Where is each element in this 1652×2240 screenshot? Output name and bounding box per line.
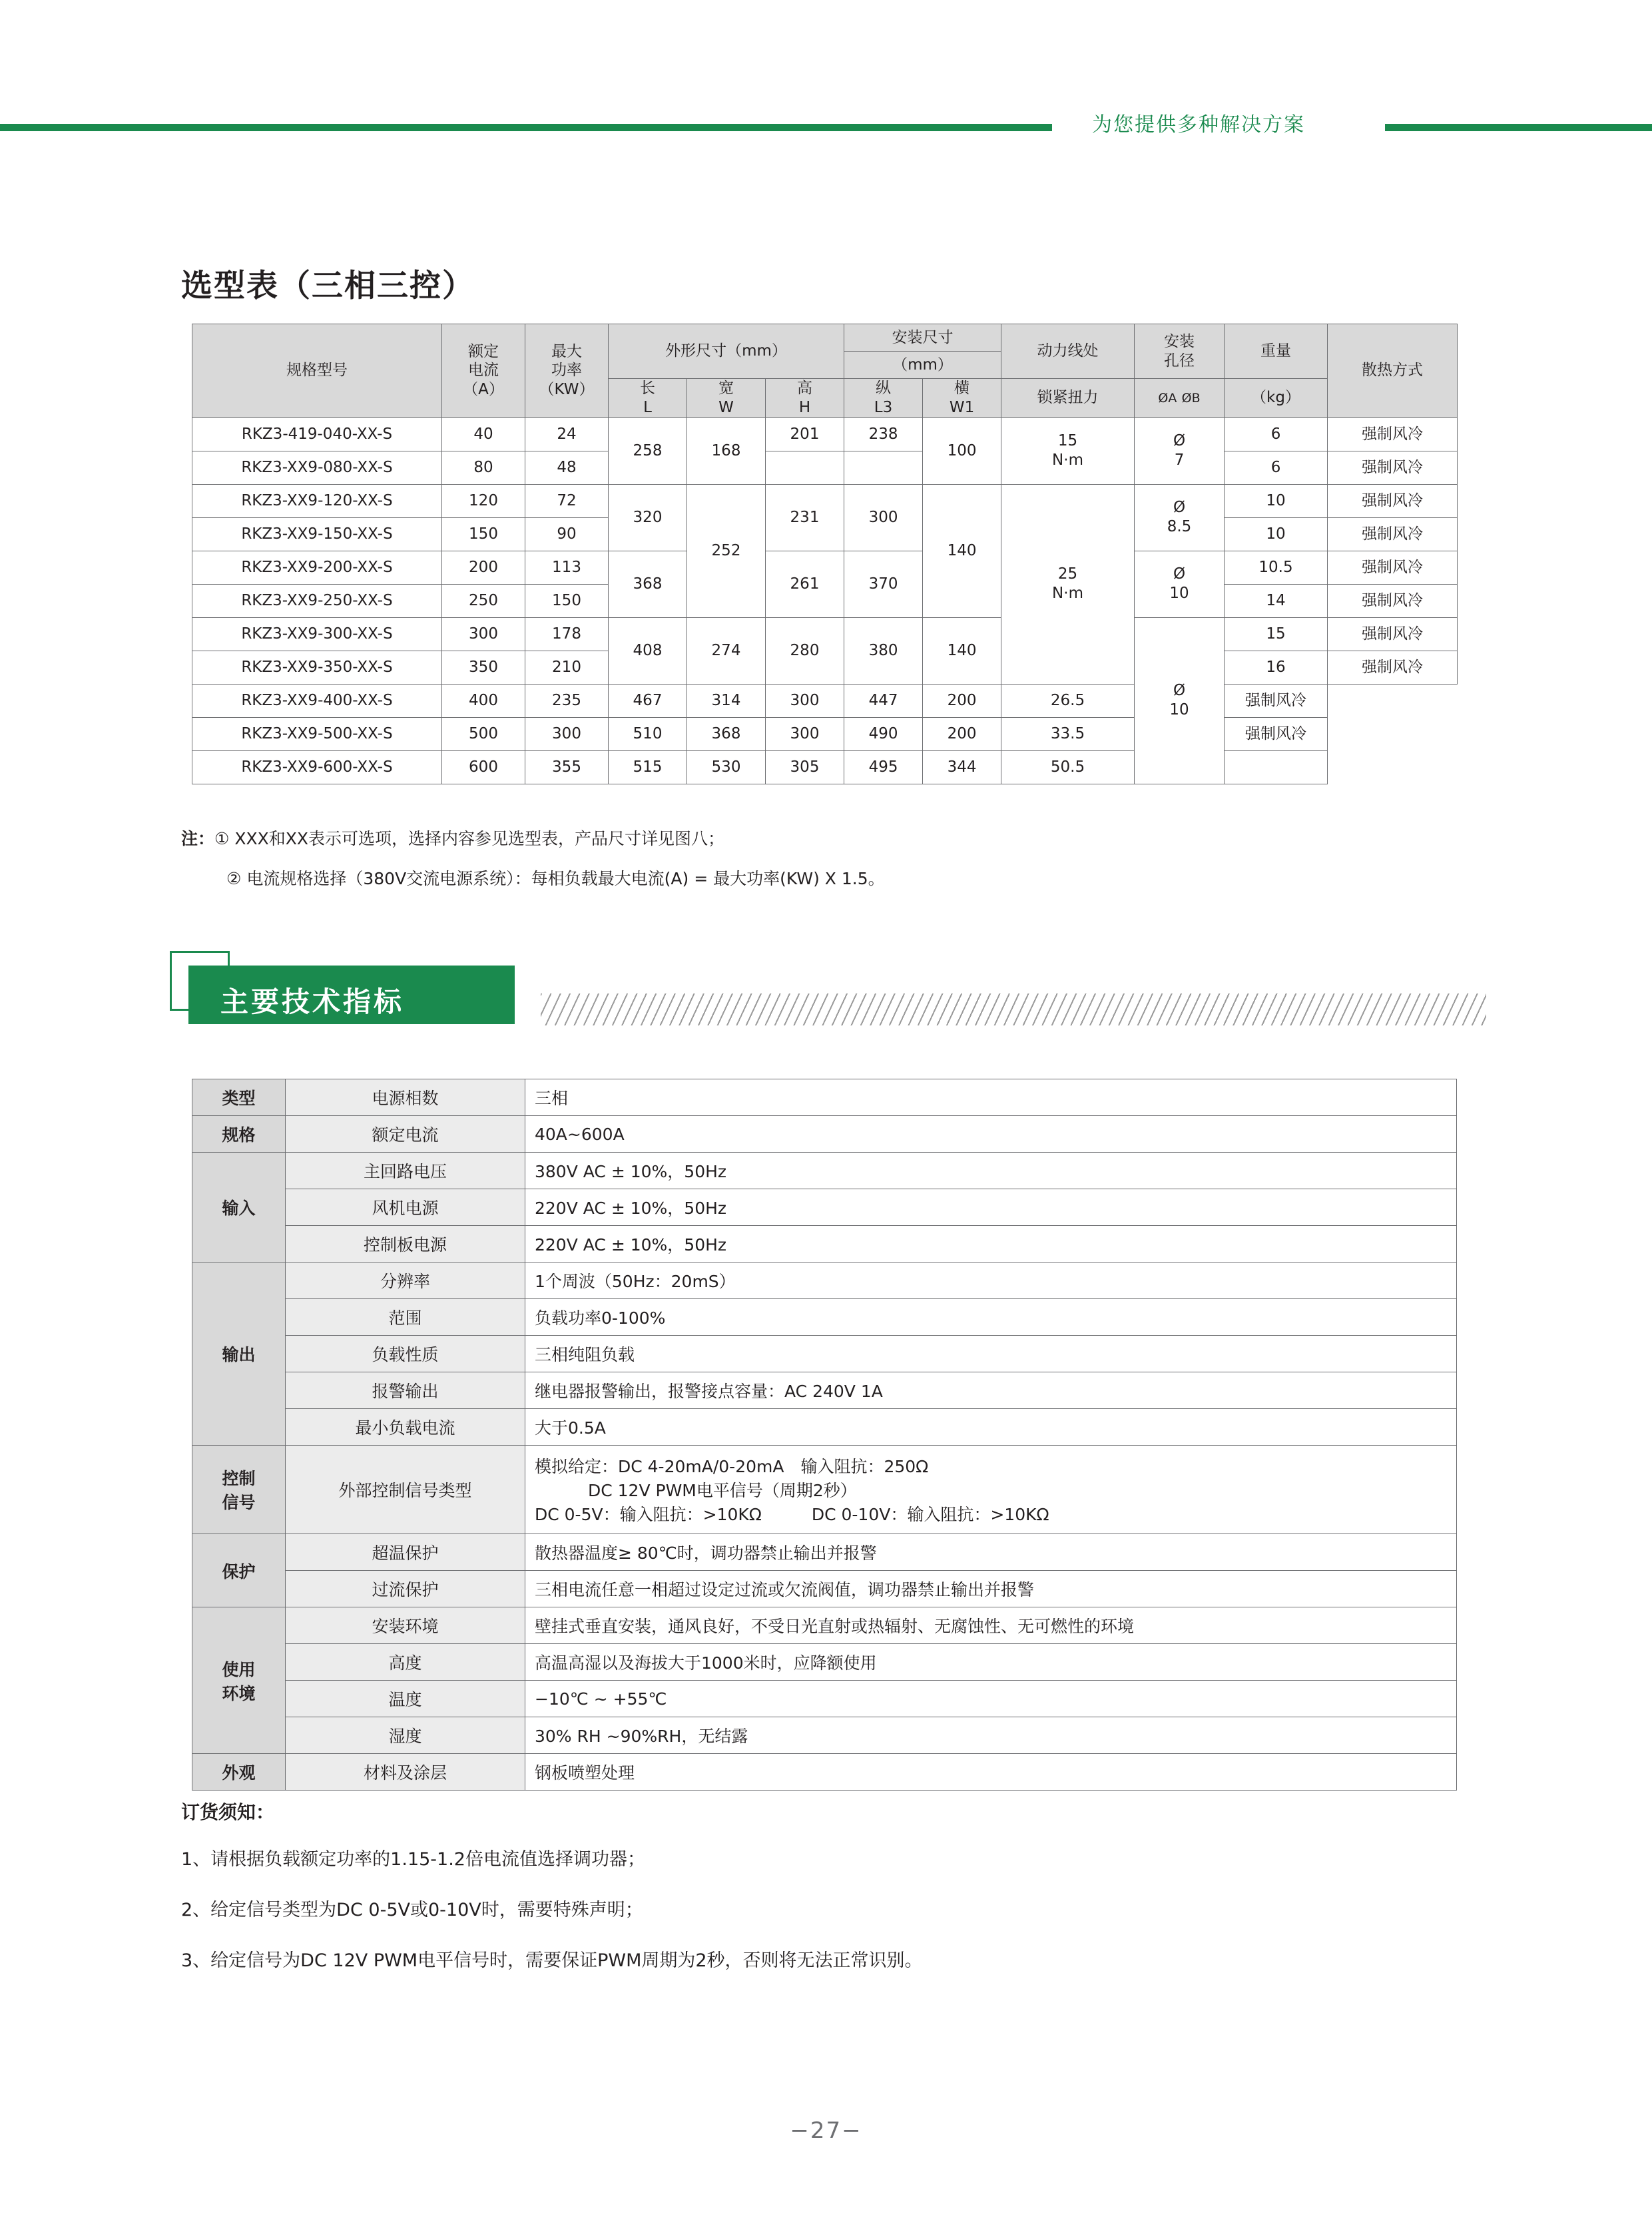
table-row [192,1717,1457,1754]
cell-length: 408 [609,617,687,684]
th-hole-diameters [1135,379,1225,418]
th-hole-l1 [1135,324,1225,379]
cell-cooling: 强制风冷 [1225,684,1328,717]
cell-l3: 495 [844,750,923,784]
hole-symbol: Ø [1173,565,1186,583]
heading-text: 主要技术指标 [220,985,405,1018]
cell-model: RKZ3-419-040-XX-S [192,418,442,451]
spec-subitem: 风机电源 [286,1189,525,1226]
spec-value: 三相 [525,1079,1457,1116]
cell-weight: 15 [1225,617,1328,651]
cell-length: 510 [609,717,687,750]
hole-symbol: Ø [1173,499,1186,517]
th-max-power-l3: （KW） [539,381,595,399]
cell-weight: 16 [1225,651,1328,684]
table-row [192,1754,1457,1791]
table-row [192,1262,1457,1299]
page-title: 选型表（三相三控） [181,268,475,304]
order-notice-item-3: 3、给定信号为DC 12V PWM电平信号时，需要保证PWM周期为2秒，否则将无法正常识别。 [181,1950,923,1971]
cell-current: 350 [442,651,525,684]
cell-width: 168 [687,418,766,484]
cell-model: RKZ3-XX9-250-XX-S [192,584,442,617]
cell-l3 [844,451,923,484]
note-label: 注： [181,829,215,848]
th-w1-l1: 横 [954,380,970,397]
spec-value: 负载功率0-100% [525,1299,1457,1336]
cell-hole [1135,551,1225,617]
spec-subitem: 电源相数 [286,1079,525,1116]
table-row [192,1644,1457,1681]
cell-current: 150 [442,517,525,551]
th-rated-current-l1: 额定 [468,342,499,360]
th-width-l1: 宽 [718,380,734,397]
cell-hole [1135,418,1225,484]
th-l3 [844,379,923,418]
cell-power: 113 [525,551,609,584]
header-row-1 [192,324,1458,352]
spec-value: 壁挂式垂直安装，通风良好，不受日光直射或热辐射、无腐蚀性、无可燃性的环境 [525,1607,1457,1644]
cell-power: 210 [525,651,609,684]
cell-height: 231 [766,484,844,551]
heading-hatch-decoration [541,993,1486,1025]
th-max-power-l1: 最大 [551,342,582,360]
th-hole-a: ØA [1158,391,1177,406]
cell-power: 150 [525,584,609,617]
th-length-l2: L [643,398,652,416]
cell-w1: 100 [923,418,1001,484]
spec-section-heading [170,951,516,1024]
cell-cooling: 强制风冷 [1328,451,1458,484]
spec-value: 散热器温度≥ 80℃时，调功器禁止输出并报警 [525,1534,1457,1571]
th-w1-l2: W1 [949,398,975,416]
cell-width: 530 [687,750,766,784]
cell-l3: 300 [844,484,923,551]
cell-l3: 447 [844,684,923,717]
th-hole-b: ØB [1181,391,1201,406]
cell-l3: 238 [844,418,923,451]
cell-model: RKZ3-XX9-300-XX-S [192,617,442,651]
cell-model: RKZ3-XX9-350-XX-S [192,651,442,684]
th-width [687,379,766,418]
cell-torque [1001,484,1135,684]
control-signal-line-3: DC 0-5V：输入阻抗：>10KΩ DC 0-10V：输入阻抗：>10KΩ [535,1505,1049,1524]
spec-subitem: 材料及涂层 [286,1754,525,1791]
torque-value: 15 [1057,432,1078,450]
hole-symbol: Ø [1173,432,1186,450]
hole-value: 7 [1174,451,1185,469]
cell-w1: 140 [923,484,1001,617]
th-install-dim-l2: （mm） [844,352,1001,379]
th-torque-l1: 动力线处 [1001,324,1135,379]
table-row [192,1409,1457,1446]
selection-table-container [192,324,1457,784]
spec-category-line1: 使用 [222,1659,256,1679]
page-number: −27− [790,2117,862,2144]
table-row [192,750,1458,784]
cell-height: 300 [766,684,844,717]
table-row [192,1446,1457,1534]
spec-subitem: 湿度 [286,1717,525,1754]
cell-height [766,451,844,484]
cell-width: 368 [687,717,766,750]
cell-cooling: 强制风冷 [1328,651,1458,684]
cell-weight: 10.5 [1225,551,1328,584]
th-width-l2: W [718,398,734,416]
table-row [192,551,1458,584]
cell-current: 80 [442,451,525,484]
cell-weight: 14 [1225,584,1328,617]
cell-power: 235 [525,684,609,717]
spec-category: 外观 [192,1754,286,1791]
table-row [192,1153,1457,1189]
cell-model: RKZ3-XX9-150-XX-S [192,517,442,551]
th-length [609,379,687,418]
spec-category: 规格 [192,1116,286,1153]
cell-cooling: 强制风冷 [1328,484,1458,517]
spec-value: 大于0.5A [525,1409,1457,1446]
cell-current: 250 [442,584,525,617]
selection-table-head [192,324,1458,418]
cell-cooling: 强制风冷 [1328,617,1458,651]
spec-category-line2: 信号 [222,1493,256,1512]
cell-hole [1135,484,1225,551]
spec-category: 保护 [192,1534,286,1607]
hole-value: 10 [1169,701,1189,718]
th-outline-dim: 外形尺寸（mm） [609,324,844,379]
th-height-l1: 高 [797,380,812,397]
spec-value: 三相电流任意一相超过设定过流或欠流阀值，调功器禁止输出并报警 [525,1571,1457,1607]
table-row [192,484,1458,517]
table-row [192,617,1458,651]
th-weight-l1: 重量 [1225,324,1328,379]
cell-weight: 26.5 [1001,684,1135,717]
order-notice-title: 订货须知： [181,1801,275,1823]
cell-cooling: 强制风冷 [1328,517,1458,551]
spec-subitem: 报警输出 [286,1372,525,1409]
th-height-l2: H [798,398,811,416]
spec-subitem: 范围 [286,1299,525,1336]
control-signal-line-2: DC 12V PWM电平信号（周期2秒） [588,1481,857,1500]
th-hole-line1: 安装 [1164,332,1195,350]
cell-l3: 490 [844,717,923,750]
th-install-dim-l1: 安装尺寸 [844,324,1001,352]
hole-value: 8.5 [1167,518,1192,535]
cell-cooling: 强制风冷 [1328,584,1458,617]
th-rated-current [442,324,525,418]
cell-length: 368 [609,551,687,617]
spec-value: 220V AC ± 10%，50Hz [525,1226,1457,1262]
spec-value [525,1446,1457,1534]
order-notice-item-1: 1、请根据负载额定功率的1.15-1.2倍电流值选择调功器； [181,1849,645,1870]
spec-category: 输入 [192,1153,286,1262]
table-row [192,1189,1457,1226]
cell-w1: 140 [923,617,1001,684]
cell-current: 600 [442,750,525,784]
table-row [192,1681,1457,1717]
spec-subitem: 分辨率 [286,1262,525,1299]
cell-length: 320 [609,484,687,551]
cell-length: 515 [609,750,687,784]
th-height [766,379,844,418]
cell-cooling: 强制风冷 [1328,418,1458,451]
table-row [192,1336,1457,1372]
spec-subitem: 负载性质 [286,1336,525,1372]
spec-category [192,1446,286,1534]
page-header [0,0,1652,153]
th-max-power-l2: 功率 [551,362,582,380]
cell-weight: 6 [1225,418,1328,451]
cell-model: RKZ3-XX9-500-XX-S [192,717,442,750]
table-note-1 [181,826,724,850]
cell-cooling [1225,750,1328,784]
cell-power: 178 [525,617,609,651]
th-rated-current-l2: 电流 [468,362,499,380]
selection-table-body [192,418,1458,784]
torque-value: 25 [1057,565,1078,583]
spec-subitem: 温度 [286,1681,525,1717]
cell-w1: 200 [923,717,1001,750]
table-row [192,1534,1457,1571]
table-row [192,717,1458,750]
cell-weight: 10 [1225,484,1328,517]
cell-power: 90 [525,517,609,551]
spec-value: −10℃ ~ +55℃ [525,1681,1457,1717]
spec-value: 钢板喷塑处理 [525,1754,1457,1791]
cell-l3: 380 [844,617,923,684]
cell-height: 305 [766,750,844,784]
cell-current: 500 [442,717,525,750]
cell-current: 400 [442,684,525,717]
cell-weight: 50.5 [1001,750,1135,784]
th-hole-line2: 孔径 [1164,352,1195,370]
th-rated-current-l3: （A） [463,381,504,399]
header-rule-right [1385,124,1652,131]
cell-power: 48 [525,451,609,484]
th-max-power [525,324,609,418]
cell-power: 24 [525,418,609,451]
spec-category-line1: 控制 [222,1469,256,1488]
th-weight-l2: （kg） [1225,379,1328,418]
spec-value: 继电器报警输出，报警接点容量：AC 240V 1A [525,1372,1457,1409]
spec-value: 220V AC ± 10%，50Hz [525,1189,1457,1226]
cell-model: RKZ3-XX9-200-XX-S [192,551,442,584]
table-row [192,418,1458,451]
hole-symbol: Ø [1173,682,1186,700]
cell-weight: 6 [1225,451,1328,484]
th-length-l1: 长 [640,380,655,397]
selection-table [192,324,1458,784]
table-row [192,1299,1457,1336]
cell-current: 300 [442,617,525,651]
cell-height: 201 [766,418,844,451]
table-row [192,1079,1457,1116]
torque-unit: N·m [1052,451,1083,469]
spec-subitem: 最小负载电流 [286,1409,525,1446]
spec-subitem: 外部控制信号类型 [286,1446,525,1534]
spec-table-container [192,1079,1457,1791]
cell-model: RKZ3-XX9-080-XX-S [192,451,442,484]
spec-value: 高温高湿以及海拔大于1000米时，应降额使用 [525,1644,1457,1681]
cell-power: 300 [525,717,609,750]
note-line-1: ① XXX和XX表示可选项，选择内容参见选型表，产品尺寸详见图八； [214,829,725,848]
cell-model: RKZ3-XX9-120-XX-S [192,484,442,517]
cell-weight: 10 [1225,517,1328,551]
cell-height: 280 [766,617,844,684]
torque-unit: N·m [1052,585,1083,602]
cell-height: 300 [766,717,844,750]
spec-subitem: 额定电流 [286,1116,525,1153]
spec-value: 1个周波（50Hz：20mS） [525,1262,1457,1299]
cell-model: RKZ3-XX9-400-XX-S [192,684,442,717]
cell-weight: 33.5 [1001,717,1135,750]
table-row [192,1116,1457,1153]
spec-subitem: 主回路电压 [286,1153,525,1189]
cell-current: 200 [442,551,525,584]
table-row [192,1571,1457,1607]
cell-width: 274 [687,617,766,684]
table-row [192,1372,1457,1409]
spec-category: 输出 [192,1262,286,1446]
spec-value: 40A~600A [525,1116,1457,1153]
cell-hole [1135,617,1225,784]
spec-value: 30% RH ~90%RH，无结露 [525,1717,1457,1754]
spec-subitem: 过流保护 [286,1571,525,1607]
spec-category [192,1607,286,1754]
cell-current: 120 [442,484,525,517]
table-row [192,684,1458,717]
cell-width: 252 [687,484,766,617]
spec-subitem: 超温保护 [286,1534,525,1571]
cell-l3: 370 [844,551,923,617]
th-w1 [923,379,1001,418]
spec-category: 类型 [192,1079,286,1116]
cell-w1: 200 [923,684,1001,717]
th-cooling: 散热方式 [1328,324,1458,418]
cell-length: 258 [609,418,687,484]
table-note-2: ② 电流规格选择（380V交流电源系统）：每相负载最大电流(A) = 最大功率(KW) X 1.5。 [226,869,885,888]
spec-value: 三相纯阻负载 [525,1336,1457,1372]
spec-subitem: 高度 [286,1644,525,1681]
cell-current: 40 [442,418,525,451]
cell-power: 72 [525,484,609,517]
table-row [192,1226,1457,1262]
spec-subitem: 控制板电源 [286,1226,525,1262]
cell-length: 467 [609,684,687,717]
cell-width: 314 [687,684,766,717]
cell-cooling: 强制风冷 [1225,717,1328,750]
cell-height: 261 [766,551,844,617]
spec-table-body [192,1079,1457,1791]
th-model: 规格型号 [192,324,442,418]
cell-cooling: 强制风冷 [1328,551,1458,584]
control-signal-line-1: 模拟给定：DC 4-20mA/0-20mA 输入阻抗：250Ω [535,1457,929,1476]
th-l3-l1: 纵 [876,380,892,397]
cell-w1: 344 [923,750,1001,784]
th-torque-l2: 锁紧扭力 [1001,379,1135,418]
table-row [192,451,1458,484]
spec-table [192,1079,1457,1791]
header-rule-left [0,124,1052,131]
spec-value: 380V AC ± 10%，50Hz [525,1153,1457,1189]
spec-category-line2: 环境 [222,1683,256,1703]
order-notice-item-2: 2、给定信号类型为DC 0-5V或0-10V时，需要特殊声明； [181,1900,643,1920]
th-l3-l2: L3 [874,398,893,416]
cell-model: RKZ3-XX9-600-XX-S [192,750,442,784]
cell-power: 355 [525,750,609,784]
cell-torque [1001,418,1135,484]
header-slogan: 为您提供多种解决方案 [1092,113,1305,137]
hole-value: 10 [1169,585,1189,602]
spec-subitem: 安装环境 [286,1607,525,1644]
table-row [192,1607,1457,1644]
